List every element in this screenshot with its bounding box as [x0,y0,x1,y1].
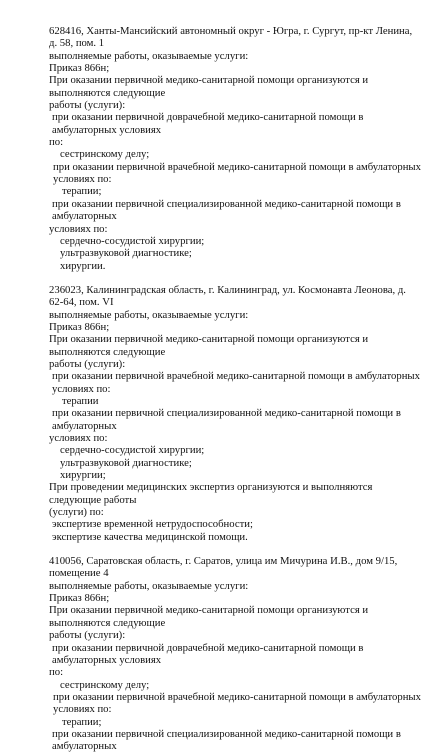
text-line: при оказании первичной врачебной медико-санитарной помощи в амбулаторных условиях по: [53,160,424,186]
text-line: При проведении медицинских экспертиз организуются и выполняются следующие работы [49,481,376,506]
text-line: при оказании первичной доврачебной медико-санитарной помощи в амбулаторных условиях [52,111,367,136]
text-line: хирургии; [60,469,106,482]
text-line: ультразвуковой диагностике; [60,247,192,260]
text-line: сестринскому делу; [60,678,150,691]
text-line: сестринскому делу; [60,148,150,161]
address-section [49,284,421,543]
text-line: ультразвуковой диагностике; [60,456,192,469]
address-section [49,25,424,272]
text-line: терапии; [62,715,102,728]
text-line: условиях по: [49,432,108,444]
text-line: выполняемые работы, оказываемые услуги: [49,579,249,592]
text-line: хирургии. [60,259,106,272]
text-line: 236023, Калининградская область, г. Калининград, ул. Космонавта Леонова, д. 62-64, пом. VI [49,283,409,309]
text-line: экспертизе качества медицинской помощи. [52,530,248,543]
text-line: выполняемые работы, оказываемые услуги: [49,49,249,62]
document-body [49,25,424,753]
document-page [49,25,424,753]
text-line: 628416, Ханты-Мансийский автономный округ - Югра, г. Сургут, пр-кт Ленина, д. 58, пом. 1 [49,25,415,50]
text-line: терапии [62,394,99,407]
text-line: терапии; [62,185,102,198]
text-line: условиях по: [49,222,108,235]
text-line: работы (услуги): [49,99,126,112]
text-line: сердечно-сосудистой хирургии; [60,234,205,247]
text-line: выполняемые работы, оказываемые услуги: [49,308,249,321]
text-line: Приказ 866н; [49,62,110,75]
text-line: при оказании первичной врачебной медико-санитарной помощи в амбулаторных условиях по: [52,370,423,395]
text-line: при оказании первичной доврачебной медико-санитарной помощи в амбулаторных условиях [52,641,367,666]
text-line: по: [49,666,64,679]
text-line: сердечно-сосудистой хирургии; [60,444,205,457]
text-line: Приказ 866н; [49,592,110,605]
address-section [49,555,424,753]
text-line: работы (услуги): [49,629,126,642]
text-line: Приказ 866н; [49,320,110,333]
text-line: при оказании первичной врачебной медико-санитарной помощи в амбулаторных условиях по: [53,690,424,716]
text-line: 410056, Саратовская область, г. Саратов, улица им Мичурина И.В., дом 9/15, помещение 4 [49,555,400,580]
text-line: При оказании первичной медико-санитарной помощи организуются и выполняются следующие [49,333,371,358]
text-line: при оказании первичной специализированной медико-санитарной помощи в амбулаторных [52,197,404,223]
text-line: При оказании первичной медико-санитарной помощи организуются и выполняются следующие [49,74,371,99]
text-line: (услуги) по: [49,506,104,519]
text-line: при оказании первичной специализированной медико-санитарной помощи в амбулаторных [52,727,404,753]
text-line: работы (услуги): [49,357,126,370]
text-line: При оказании первичной медико-санитарной помощи организуются и выполняются следующие [49,604,371,629]
text-line: экспертизе временной нетрудоспособности; [52,518,253,531]
text-line: по: [49,136,64,149]
text-line: при оказании первичной специализированной медико-санитарной помощи в амбулаторных [52,407,404,432]
